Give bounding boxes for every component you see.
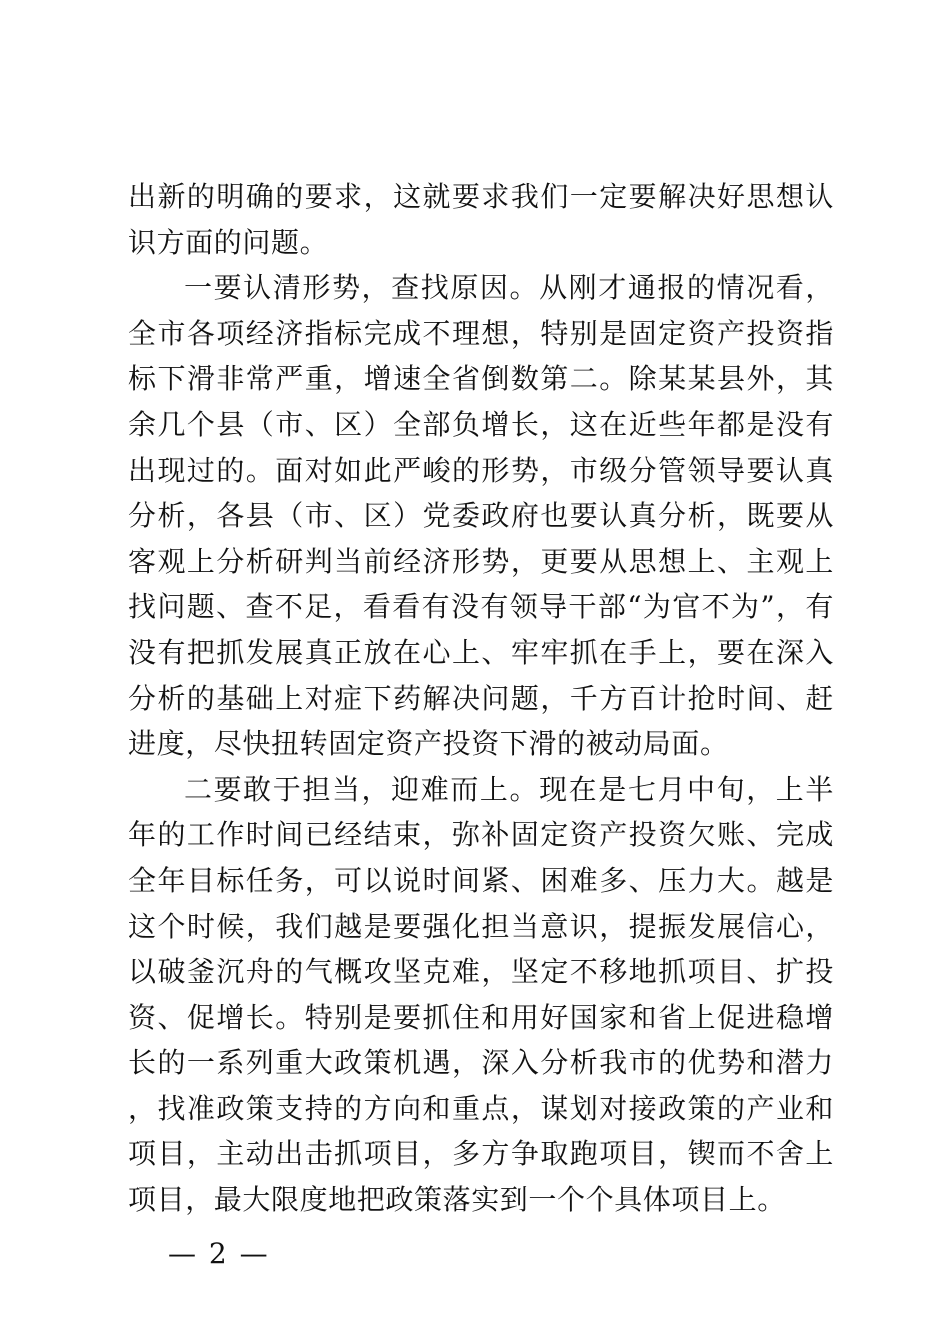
paragraph-two-responsibility: 二要敢于担当，迎难而上。现在是七月中旬，上半年的工作时间已经结束，弥补固定资产投资欠账、完成全年目标任务，可以说时间紧、困难多、压力大。越是这个时候，我们越是要强化担当意识，提振发展信心，以破釜沉舟的气概攻坚克难，坚定不移地抓项目、扩投资、促增长。特别是要抓住和用好国家和省上促进稳增长的一系列重大政策机遇，深入分析我市的优势和潜力，找准政策支持的方向和重点，谋划对接政策的产业和项目，主动出击抓项目，多方争取跑项目，锲而不舍上项目，最大限度地把政策落实到一个个具体项目上。 xyxy=(128,772,834,1217)
paragraph-continuation: 出新的明确的要求，这就要求我们一定要解决好思想认识方面的问题。 xyxy=(128,180,834,259)
document-body xyxy=(128,174,834,1223)
page-number: — 2 — xyxy=(168,1237,270,1270)
paragraph-one-situation: 一要认清形势，查找原因。从刚才通报的情况看，全市各项经济指标完成不理想，特别是固定资产投资指标下滑非常严重，增速全省倒数第二。除某某县外，其余几个县（市、区）全部负增长，这在近些年都是没有出现过的。面对如此严峻的形势，市级分管领导要认真分析，各县（市、区）党委政府也要认真分析，既要从客观上分析研判当前经济形势，更要从思想上、主观上找问题、查不足，看看有没有领导干部“为官不为”，有没有把抓发展真正放在心上、牢牢抓在手上，要在深入分析的基础上对症下药解决问题，千方百计抢时间、赶进度，尽快扭转固定资产投资下滑的被动局面。 xyxy=(128,271,834,761)
